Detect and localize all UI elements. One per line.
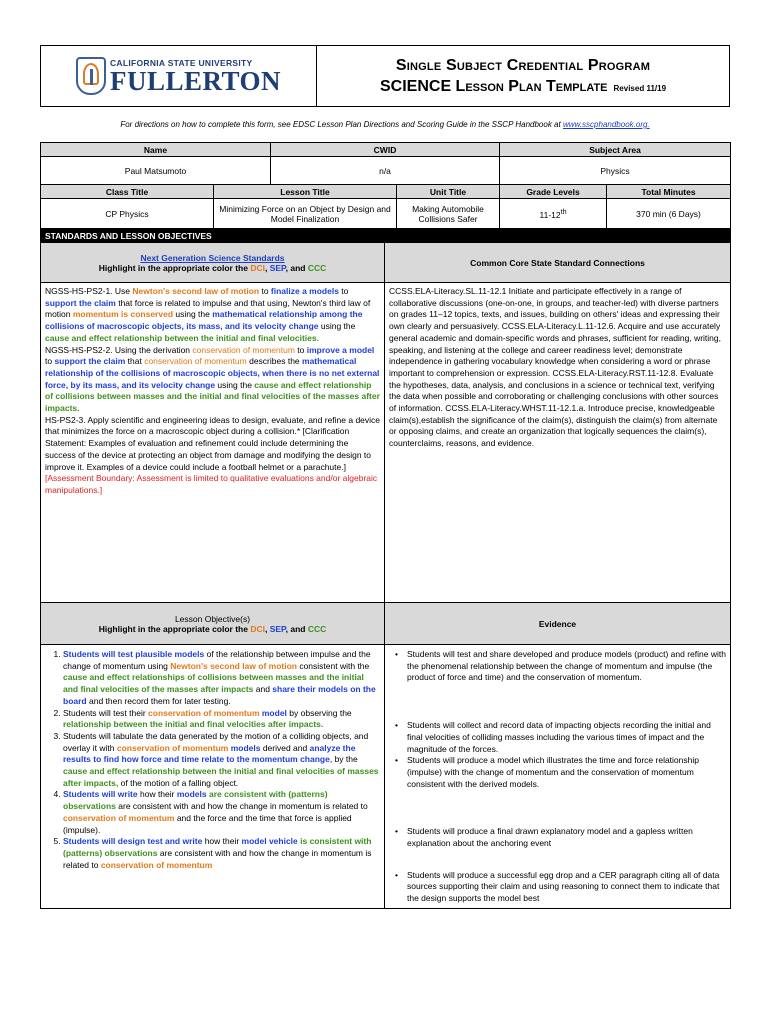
handbook-link[interactable]: www.sscphandbook.org. <box>562 120 650 129</box>
standard-ps2-1: NGSS-HS-PS2-1. Use Newton's second law of motion to finalize a models to support the claim that force is related to impulse and that using, Newton's third law of motion momentum is conserved using the mathematical relationship among the collisions of macroscopic objects, its mass, and its velocity change using the cause and effect relationship between the initial and final velocities. <box>45 286 371 343</box>
evidence-item: • Students will test and share developed and produce models (product) and refine with the phenomenal relationship between the change of momentum and impulse (the product of force and time) and the conservation of momentum. <box>401 649 726 684</box>
evidence-list <box>389 649 726 905</box>
name-label: Name <box>41 143 271 157</box>
template-title: SCIENCE Lesson Plan Template Revised 11/19 <box>379 77 667 95</box>
objective-item: 5. Students will design test and write how their model vehicle is consistent with (patterns) observations are consistent with and how the change in momentum is related to conservation of momentum <box>63 836 380 871</box>
sep-label: SEP <box>269 262 286 273</box>
grade-levels-label: Grade Levels <box>500 185 607 199</box>
ccss-header: Common Core State Standard Connections <box>385 243 731 283</box>
csuf-logo <box>76 57 281 95</box>
section-title: STANDARDS AND LESSON OBJECTIVES <box>41 229 731 243</box>
objective-item: 4. Students will write how their models are consistent with (patterns) observations are consistent with and how the change in momentum is related to conservation of momentum and the force and the time that force is applied (impulse). <box>63 789 380 836</box>
objectives-list-cell <box>41 645 385 909</box>
evidence-item: • Students will produce a model which illustrates the time and force relationship (impulse) with the change of momentum and the conservation of momentum consistent with the derived models. <box>401 755 726 790</box>
evidence-header: Evidence <box>385 603 731 645</box>
logo-campus-name: FULLERTON <box>109 66 282 96</box>
evidence-item: • Students will collect and record data of impacting objects recording the initial and final velocities of colliding masses including the various times of impact and the magnitude of the forces. <box>401 720 726 755</box>
unit-title-value: Making Automobile Collisions Safer <box>397 199 500 229</box>
class-title-value: CP Physics <box>41 199 214 229</box>
subject-value: Physics <box>500 157 731 185</box>
objective-item: 3. Students will tabulate the data generated by the motion of a colliding objects, and overlay it with conservation of momentum models derived and analyze the results to find how force and time relate to the momentum change, by the cause and effect relationship between the initial and final velocities of masses after impacts, of the motion of a falling object. <box>63 731 380 790</box>
objectives-list <box>45 649 380 871</box>
grade-levels-value: 11-12th <box>500 199 607 229</box>
class-title-label: Class Title <box>41 185 214 199</box>
info-table <box>40 142 731 229</box>
ngss-header: Next Generation Science Standards Highlight in the appropriate color the DCI, SEP, and CCC <box>41 243 385 283</box>
cwid-value: n/a <box>271 157 500 185</box>
dci-label: DCI <box>250 262 265 273</box>
objectives-header: Lesson Objective(s) Highlight in the appropriate color the DCI, SEP, and CCC <box>41 603 385 645</box>
ccc-label: CCC <box>307 262 327 273</box>
objective-item: 1. Students will test plausible models of the relationship between impulse and the change of momentum using Newton's second law of motion consistent with the cause and effect relationships of collisions between masses and the initial and final velocities of the masses after impacts and share their models on the board and then record them for later testing. <box>63 649 380 708</box>
title-cell <box>317 46 729 106</box>
directions-text: For directions on how to complete this form, see EDSC Lesson Plan Directions and Scoring Guide in the SSCP Handbook at www.sscphandbook.org. <box>120 120 650 129</box>
name-value: Paul Matsumoto <box>41 157 271 185</box>
standard-ps2-3: HS-PS2-3. Apply scientific and engineering ideas to design, evaluate, and refine a device that minimizes the force on a macroscopic object during a collision.* [Clarification Statement: Examples of evaluation and refinement could include determining the success of the device at protecting an object from damage and modifying the design to improve it. Examples of a device could include a football helmet or a parachute.] <box>45 414 381 472</box>
unit-title-label: Unit Title <box>397 185 500 199</box>
total-minutes-value: 370 min (6 Days) <box>607 199 731 229</box>
lesson-title-label: Lesson Title <box>214 185 397 199</box>
ccss-standards-text: CCSS.ELA-Literacy.SL.11-12.1 Initiate and participate effectively in a range of collaborative discussions (one-on-one, in groups, and teacher-led) with diverse partners on grades 11–12 topics, texts, and issues, building on others' ideas and expressing their own clearly and persuasively. CCSS.ELA-Literacy.L.11-12.6. Acquire and use accurately general academic and domain-specific words and phrases, sufficient for reading, writing, speaking, and listening at the college and career readiness level; demonstrate independence in gathering vocabulary knowledge when considering a word or phrase important to comprehension or expression. CCSS.ELA-Literacy.RST.11-12.8. Evaluate the hypotheses, data, analysis, and conclusions in a science or technical text, verifying the data when possible and corroborating or challenging conclusions with other sources of information. CCSS.ELA-Literacy.WHST.11-12.1.a. Introduce precise, knowledgeable claim(s),establish the significance of the claim(s), distinguish the claim(s) from alternate or opposing claims, and create an organization that logically sequences the claim(s), counterclaims, reasons, and evidence. <box>385 283 731 603</box>
evidence-item: • Students will produce a successful egg drop and a CER paragraph citing all of data sources supporting their claim and using reasoning to connect them to indicate that the design supports the model best <box>401 870 726 905</box>
standard-ps2-2: NGSS-HS-PS2-2. Using the derivation conservation of momentum to improve a model to support the claim that conservation of momentum describes the mathematical relationship of the collisions of macroscopic objects, when there is no net external force, by its mass, and its velocity change using the cause and effect relationship of collisions between masses and the initial and final velocities of the masses after impacts. <box>45 344 380 414</box>
ngss-link[interactable]: Next Generation Science Standards <box>140 252 285 263</box>
revision-date: Revised 11/19 <box>613 83 667 93</box>
logo-university-line: CALIFORNIA STATE UNIVERSITY <box>109 58 253 68</box>
objective-item: 2. Students will test their conservation of momentum model by observing the relationship between the initial and final velocities after impacts. <box>63 708 380 731</box>
assessment-boundary: [Assessment Boundary: Assessment is limited to qualitative evaluations and/or algebraic manipulations.] <box>45 473 378 495</box>
cwid-label: CWID <box>271 143 500 157</box>
lesson-title-value: Minimizing Force on an Object by Design and Model Finalization <box>214 199 397 229</box>
tree-seal-icon <box>76 57 106 95</box>
subject-label: Subject Area <box>500 143 731 157</box>
lesson-plan-document <box>40 45 730 909</box>
logo-cell <box>41 46 317 106</box>
standards-table <box>40 228 731 909</box>
document-header <box>40 45 730 107</box>
evidence-list-cell <box>385 645 731 909</box>
total-minutes-label: Total Minutes <box>607 185 731 199</box>
program-title: Single Subject Credential Program <box>395 56 651 74</box>
ngss-standards-text <box>41 283 385 603</box>
evidence-item: • Students will produce a final drawn explanatory model and a gapless written explanation about the anchoring event <box>401 826 726 849</box>
